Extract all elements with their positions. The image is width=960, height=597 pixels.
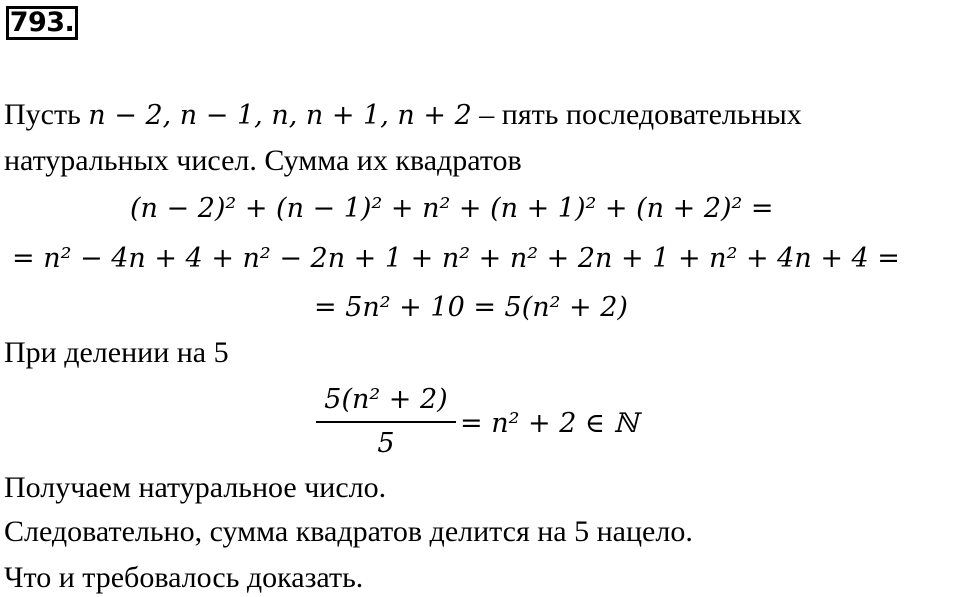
- conclusion-line-2: Следовательно, сумма квадратов делится на 5 нацело.: [4, 515, 693, 548]
- fraction-denominator: 5: [377, 428, 395, 459]
- fraction-result: = n² + 2 ∈ ℕ: [460, 408, 639, 439]
- division-text: При делении на 5: [4, 336, 229, 369]
- fraction: [316, 383, 456, 461]
- conclusion-line-1: Получаем натуральное число.: [4, 471, 387, 504]
- intro-suffix: – пять последовательных: [471, 98, 802, 131]
- intro-prefix: Пусть: [4, 98, 89, 131]
- intro-line: [4, 97, 802, 134]
- equation-sum-of-squares: (n − 2)² + (n − 1)² + n² + (n + 1)² + (n + 2)² =: [130, 193, 774, 224]
- conclusion-line-3: Что и требовалось доказать.: [4, 561, 364, 594]
- fraction-bar: [316, 421, 456, 423]
- equation-expansion: = n² − 4n + 4 + n² − 2n + 1 + n² + n² + 2n + 1 + n² + 4n + 4 =: [12, 243, 900, 274]
- fraction-numerator: 5(n² + 2): [324, 384, 448, 415]
- equation-simplified: = 5n² + 10 = 5(n² + 2): [314, 292, 628, 323]
- intro-line-2: натуральных чисел. Сумма их квадратов: [4, 144, 522, 177]
- intro-math-sequence: n − 2, n − 1, n, n + 1, n + 2: [88, 100, 472, 131]
- problem-number: 793.: [6, 6, 78, 40]
